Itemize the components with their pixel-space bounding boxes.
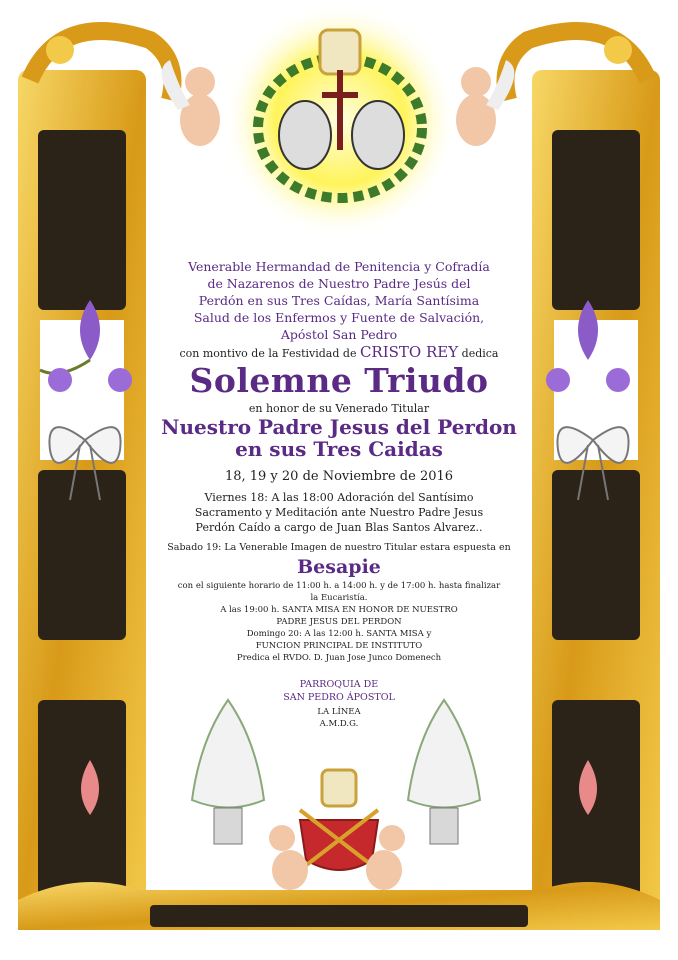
event-dates: 18, 19 y 20 de Noviembre de 2016	[224, 469, 454, 484]
parish-line: PARROQUIA DE	[299, 679, 379, 690]
honor-line: en honor de su Venerado Titular	[248, 402, 430, 415]
schedule-line: A las 19:00 h. SANTA MISA EN HONOR DE NUESTRO	[220, 605, 458, 615]
right-column	[532, 70, 660, 930]
cherub-icon	[162, 60, 220, 146]
schedule-line: FUNCION PRINCIPAL DE INSTITUTO	[255, 641, 423, 651]
program-line: Sacramento y Meditación ante Nuestro Padre Jesus	[194, 506, 484, 519]
footer-line: LA LÍNEA	[317, 707, 361, 717]
schedule	[150, 580, 528, 664]
schedule-line: PADRE JESUS DEL PERDON	[276, 617, 402, 627]
brotherhood-name	[150, 258, 528, 343]
program-line: Perdón Caído a cargo de Juan Blas Santos Alvarez..	[195, 521, 483, 534]
left-column	[18, 70, 146, 930]
header-line: Apóstol San Pedro	[280, 327, 398, 342]
cherub-icon	[456, 60, 514, 146]
friday-program	[150, 490, 528, 535]
parish-line: SAN PEDRO ÁPOSTOL	[283, 692, 395, 703]
titular-line: en sus Tres Caidas	[235, 437, 443, 461]
program-line: Viernes 18: A las 18:00 Adoración del Santísimo	[204, 491, 474, 504]
schedule-line: Predica el RVDO. D. Juan Jose Junco Domenech	[236, 653, 442, 663]
titular-line: Nuestro Padre Jesus del Perdon	[161, 415, 517, 439]
bottom-band	[18, 882, 660, 930]
main-title: Solemne Triudo	[189, 361, 489, 400]
header-line: Salud de los Enfermos y Fuente de Salvación,	[193, 310, 485, 325]
besapie-title: Besapie	[297, 556, 381, 578]
header-line: de Nazarenos de Nuestro Padre Jesús del	[207, 276, 471, 291]
parish	[150, 678, 528, 704]
header-line: Perdón en sus Tres Caídas, María Santísima	[198, 293, 480, 308]
schedule-line: la Eucaristía.	[310, 593, 368, 603]
feast-name: CRISTO REY	[359, 343, 459, 361]
footer-line: A.M.D.G.	[319, 719, 359, 729]
footer	[150, 706, 528, 730]
announcement	[150, 258, 528, 730]
papal-coat-of-arms-icon	[300, 770, 378, 870]
schedule-line: Domingo 20: A las 12:00 h. SANTA MISA y	[246, 629, 432, 639]
motive-line: con montivo de la Festividad de CRISTO REY dedica	[179, 343, 499, 361]
saturday-intro: Sabado 19: La Venerable Imagen de nuestro Titular estara espuesta en	[167, 542, 511, 553]
schedule-line: con el siguiente horario de 11:00 h. a 14:00 h. y de 17:00 h. hasta finalizar	[177, 581, 501, 591]
papal-coat-of-arms-icon	[222, 2, 458, 238]
header-line: Venerable Hermandad de Penitencia y Cofradía	[188, 259, 490, 274]
